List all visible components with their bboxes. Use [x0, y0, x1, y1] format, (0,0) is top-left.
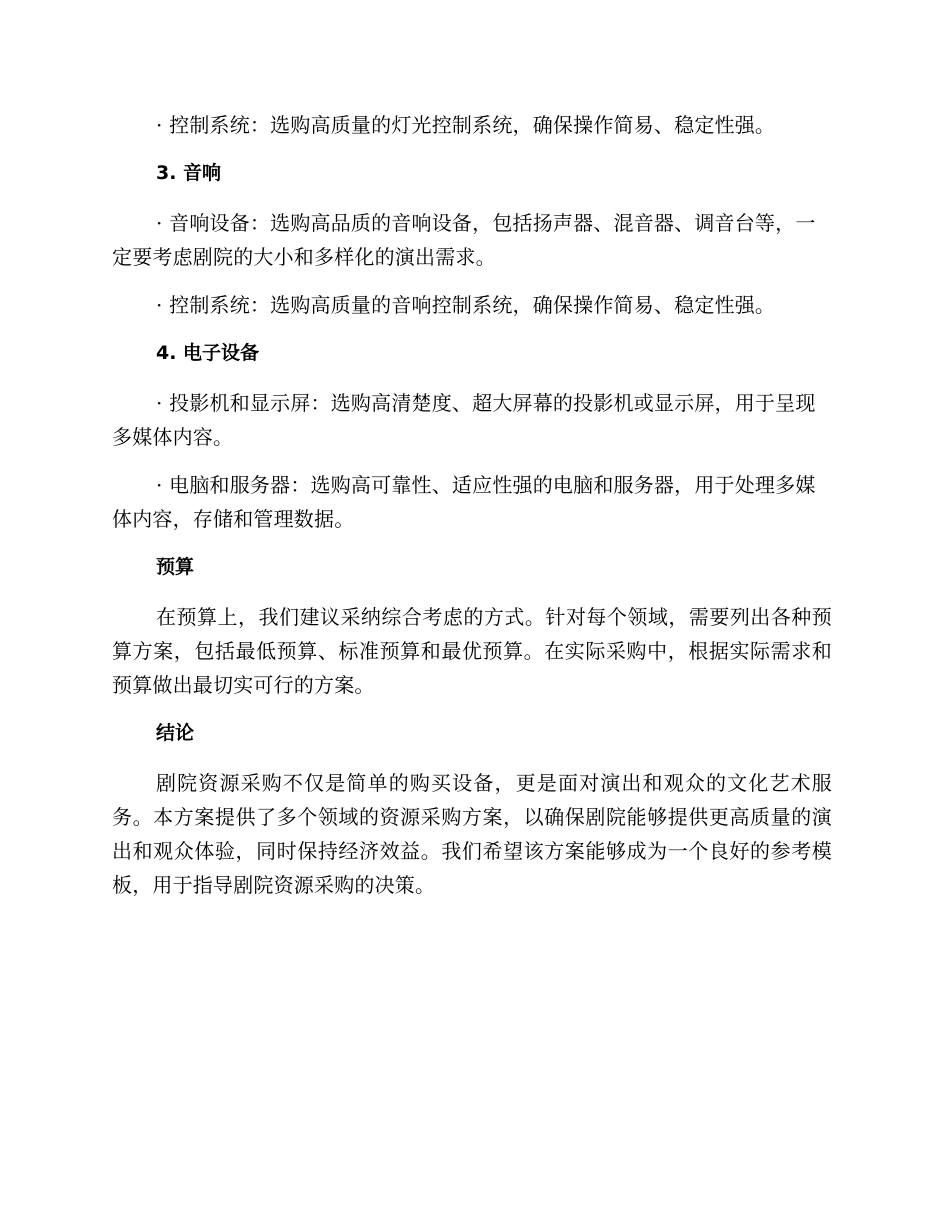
- paragraph-budget: 在预算上，我们建议采纳综合考虑的方式。针对每个领域，需要列出各种预算方案，包括最低预算、标准预算和最优预算。在实际采购中，根据实际需求和预算做出最切实可行的方案。: [112, 605, 832, 697]
- bullet-audio-control: · 控制系统：选购高质量的音响控制系统，确保操作简易、稳定性强。: [156, 293, 776, 317]
- section-heading-conclusion: 结论: [156, 722, 195, 744]
- paragraph-conclusion: 剧院资源采购不仅是简单的购买设备，更是面对演出和观众的文化艺术服务。本方案提供了多个领域的资源采购方案，以确保剧院能够提供更高质量的演出和观众体验，同时保持经济效益。我们希望该方案能够成为一个良好的参考模板，用于指导剧院资源采购的决策。: [112, 771, 832, 897]
- bullet-computer-server: · 电脑和服务器：选购高可靠性、适应性强的电脑和服务器，用于处理多媒体内容，存储和管理数据。: [112, 473, 816, 531]
- document-body: [112, 108, 832, 916]
- bullet-projector-display: · 投影机和显示屏：选购高清楚度、超大屏幕的投影机或显示屏，用于呈现多媒体内容。: [112, 391, 816, 449]
- section-heading-electronics: 4. 电子设备: [156, 342, 260, 364]
- bullet-audio-equipment: · 音响设备：选购高品质的音响设备，包括扬声器、混音器、调音台等，一定要考虑剧院的大小和多样化的演出需求。: [112, 211, 816, 269]
- section-heading-audio: 3. 音响: [156, 162, 222, 184]
- section-heading-budget: 预算: [156, 556, 195, 578]
- bullet-lighting-control: · 控制系统：选购高质量的灯光控制系统，确保操作简易、稳定性强。: [156, 113, 776, 137]
